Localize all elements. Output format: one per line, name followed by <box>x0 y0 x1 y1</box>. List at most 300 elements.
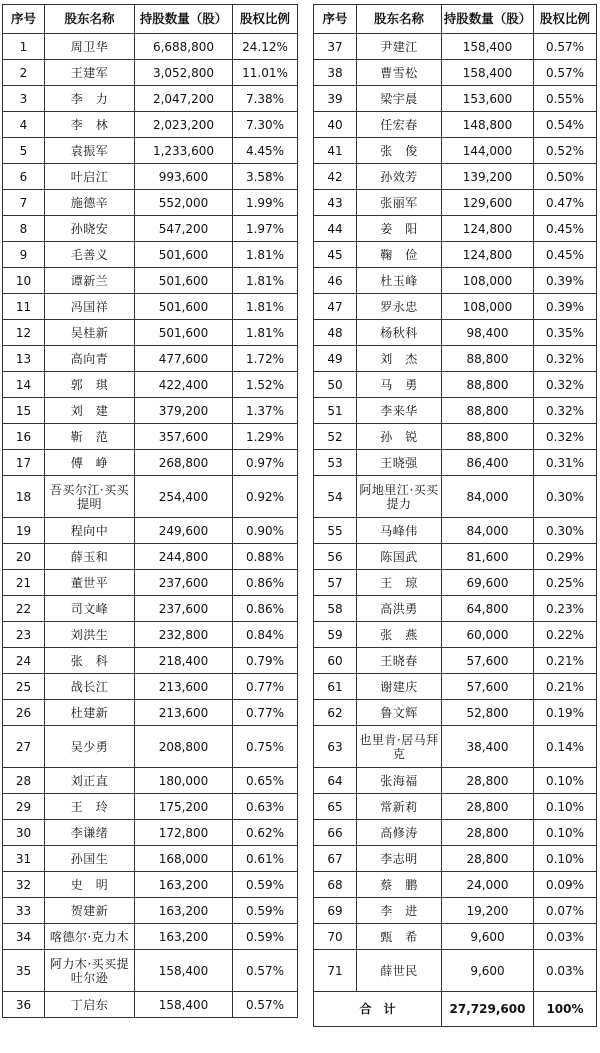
row-shares: 163,200 <box>135 872 233 898</box>
row-shares: 88,800 <box>442 372 534 398</box>
row-ratio: 1.72% <box>233 346 298 372</box>
row-seq: 1 <box>3 34 45 60</box>
table-row <box>3 346 298 372</box>
row-ratio: 7.30% <box>233 112 298 138</box>
row-name: 蔡 鹏 <box>357 872 442 898</box>
row-shares: 148,800 <box>442 112 534 138</box>
row-seq: 47 <box>314 294 357 320</box>
row-seq: 5 <box>3 138 45 164</box>
row-shares: 237,600 <box>135 596 233 622</box>
row-shares: 88,800 <box>442 346 534 372</box>
row-seq: 53 <box>314 450 357 476</box>
row-name: 薛玉和 <box>45 544 135 570</box>
row-shares: 28,800 <box>442 820 534 846</box>
row-ratio: 0.03% <box>534 924 597 950</box>
row-shares: 158,400 <box>135 950 233 992</box>
row-shares: 357,600 <box>135 424 233 450</box>
row-name: 高修涛 <box>357 820 442 846</box>
row-shares: 19,200 <box>442 898 534 924</box>
row-ratio: 0.77% <box>233 700 298 726</box>
row-name: 冯国祥 <box>45 294 135 320</box>
table-row <box>3 872 298 898</box>
row-name: 张 科 <box>45 648 135 674</box>
row-name: 张 俊 <box>357 138 442 164</box>
row-shares: 168,000 <box>135 846 233 872</box>
row-shares: 124,800 <box>442 216 534 242</box>
row-name: 李志明 <box>357 846 442 872</box>
row-name: 陈国武 <box>357 544 442 570</box>
row-name: 也里肯·居马拜克 <box>357 726 442 768</box>
row-seq: 67 <box>314 846 357 872</box>
table-row <box>3 700 298 726</box>
table-row <box>3 992 298 1018</box>
row-seq: 21 <box>3 570 45 596</box>
row-ratio: 0.86% <box>233 596 298 622</box>
shareholder-table-left <box>2 4 298 1018</box>
row-ratio: 0.45% <box>534 216 597 242</box>
row-name: 杜玉峰 <box>357 268 442 294</box>
row-name: 罗永忠 <box>357 294 442 320</box>
row-ratio: 0.88% <box>233 544 298 570</box>
row-shares: 1,233,600 <box>135 138 233 164</box>
header-ratio: 股权比例 <box>233 5 298 34</box>
row-ratio: 0.21% <box>534 674 597 700</box>
table-row <box>3 138 298 164</box>
row-seq: 34 <box>3 924 45 950</box>
row-seq: 58 <box>314 596 357 622</box>
table-row <box>314 320 597 346</box>
row-ratio: 0.79% <box>233 648 298 674</box>
row-shares: 98,400 <box>442 320 534 346</box>
row-shares: 993,600 <box>135 164 233 190</box>
table-row <box>3 372 298 398</box>
row-shares: 88,800 <box>442 424 534 450</box>
table-row <box>3 820 298 846</box>
row-seq: 70 <box>314 924 357 950</box>
row-ratio: 0.57% <box>233 950 298 992</box>
row-shares: 175,200 <box>135 794 233 820</box>
row-name: 马峰伟 <box>357 518 442 544</box>
row-seq: 56 <box>314 544 357 570</box>
row-ratio: 0.54% <box>534 112 597 138</box>
row-seq: 8 <box>3 216 45 242</box>
row-ratio: 0.32% <box>534 398 597 424</box>
row-seq: 9 <box>3 242 45 268</box>
row-seq: 41 <box>314 138 357 164</box>
row-seq: 46 <box>314 268 357 294</box>
row-ratio: 4.45% <box>233 138 298 164</box>
row-seq: 52 <box>314 424 357 450</box>
row-ratio: 0.09% <box>534 872 597 898</box>
row-ratio: 0.90% <box>233 518 298 544</box>
row-ratio: 3.58% <box>233 164 298 190</box>
row-shares: 28,800 <box>442 768 534 794</box>
row-shares: 64,800 <box>442 596 534 622</box>
row-seq: 64 <box>314 768 357 794</box>
row-seq: 19 <box>3 518 45 544</box>
table-row <box>3 476 298 518</box>
table-row <box>3 112 298 138</box>
total-row <box>314 992 597 1027</box>
row-name: 阿地里江·买买提力 <box>357 476 442 518</box>
header-seq: 序号 <box>3 5 45 34</box>
row-ratio: 0.10% <box>534 846 597 872</box>
table-row <box>314 86 597 112</box>
row-name: 毛善义 <box>45 242 135 268</box>
row-ratio: 0.92% <box>233 476 298 518</box>
row-ratio: 7.38% <box>233 86 298 112</box>
table-row <box>314 950 597 992</box>
table-row <box>314 924 597 950</box>
row-shares: 139,200 <box>442 164 534 190</box>
table-row <box>3 518 298 544</box>
row-name: 谭新兰 <box>45 268 135 294</box>
table-row <box>314 622 597 648</box>
table-row <box>3 242 298 268</box>
row-shares: 57,600 <box>442 674 534 700</box>
row-ratio: 0.19% <box>534 700 597 726</box>
row-ratio: 0.59% <box>233 898 298 924</box>
table-row <box>314 450 597 476</box>
row-seq: 33 <box>3 898 45 924</box>
row-name: 刘正直 <box>45 768 135 794</box>
table-row <box>3 924 298 950</box>
row-name: 鲁文辉 <box>357 700 442 726</box>
row-seq: 7 <box>3 190 45 216</box>
row-ratio: 0.86% <box>233 570 298 596</box>
row-ratio: 0.32% <box>534 346 597 372</box>
table-row <box>3 398 298 424</box>
row-ratio: 1.52% <box>233 372 298 398</box>
row-name: 王晓强 <box>357 450 442 476</box>
row-ratio: 0.10% <box>534 794 597 820</box>
row-seq: 42 <box>314 164 357 190</box>
row-seq: 6 <box>3 164 45 190</box>
row-seq: 60 <box>314 648 357 674</box>
row-name: 喀德尔·克力木 <box>45 924 135 950</box>
row-shares: 28,800 <box>442 794 534 820</box>
row-name: 刘洪生 <box>45 622 135 648</box>
header-seq: 序号 <box>314 5 357 34</box>
row-seq: 18 <box>3 476 45 518</box>
row-ratio: 0.14% <box>534 726 597 768</box>
table-row <box>314 700 597 726</box>
row-ratio: 0.61% <box>233 846 298 872</box>
row-shares: 24,000 <box>442 872 534 898</box>
row-ratio: 1.81% <box>233 242 298 268</box>
row-shares: 60,000 <box>442 622 534 648</box>
row-shares: 28,800 <box>442 846 534 872</box>
row-seq: 61 <box>314 674 357 700</box>
row-seq: 23 <box>3 622 45 648</box>
table-row <box>314 372 597 398</box>
row-seq: 32 <box>3 872 45 898</box>
row-seq: 62 <box>314 700 357 726</box>
row-name: 郭 琪 <box>45 372 135 398</box>
row-shares: 208,800 <box>135 726 233 768</box>
table-row <box>314 34 597 60</box>
table-row <box>314 294 597 320</box>
row-ratio: 0.45% <box>534 242 597 268</box>
row-seq: 63 <box>314 726 357 768</box>
row-shares: 501,600 <box>135 268 233 294</box>
table-row <box>314 898 597 924</box>
row-shares: 422,400 <box>135 372 233 398</box>
table-row <box>314 674 597 700</box>
row-seq: 44 <box>314 216 357 242</box>
row-shares: 254,400 <box>135 476 233 518</box>
table-row <box>314 112 597 138</box>
header-shares: 持股数量（股） <box>135 5 233 34</box>
row-name: 杨秋科 <box>357 320 442 346</box>
row-name: 丁启东 <box>45 992 135 1018</box>
row-shares: 129,600 <box>442 190 534 216</box>
row-shares: 477,600 <box>135 346 233 372</box>
table-row <box>314 216 597 242</box>
row-ratio: 1.81% <box>233 294 298 320</box>
row-seq: 29 <box>3 794 45 820</box>
row-seq: 14 <box>3 372 45 398</box>
row-name: 贺建新 <box>45 898 135 924</box>
row-shares: 2,023,200 <box>135 112 233 138</box>
row-name: 孙国生 <box>45 846 135 872</box>
row-name: 张海福 <box>357 768 442 794</box>
table-row <box>314 768 597 794</box>
row-name: 史 明 <box>45 872 135 898</box>
header-name: 股东名称 <box>357 5 442 34</box>
table-row <box>3 596 298 622</box>
row-shares: 158,400 <box>442 60 534 86</box>
table-row <box>314 424 597 450</box>
row-ratio: 0.57% <box>534 60 597 86</box>
table-row <box>314 476 597 518</box>
row-ratio: 11.01% <box>233 60 298 86</box>
table-row <box>314 596 597 622</box>
row-shares: 88,800 <box>442 398 534 424</box>
row-ratio: 0.97% <box>233 450 298 476</box>
row-ratio: 1.81% <box>233 320 298 346</box>
row-shares: 232,800 <box>135 622 233 648</box>
table-row <box>3 768 298 794</box>
row-name: 李来华 <box>357 398 442 424</box>
row-ratio: 0.50% <box>534 164 597 190</box>
row-seq: 31 <box>3 846 45 872</box>
row-ratio: 0.03% <box>534 950 597 992</box>
table-row <box>314 268 597 294</box>
table-row <box>3 294 298 320</box>
row-shares: 249,600 <box>135 518 233 544</box>
row-ratio: 0.23% <box>534 596 597 622</box>
row-seq: 66 <box>314 820 357 846</box>
table-row <box>3 898 298 924</box>
shareholder-table-right <box>313 4 597 1027</box>
total-shares: 27,729,600 <box>442 992 534 1027</box>
row-ratio: 1.81% <box>233 268 298 294</box>
row-ratio: 0.32% <box>534 424 597 450</box>
row-seq: 51 <box>314 398 357 424</box>
row-name: 任宏春 <box>357 112 442 138</box>
row-ratio: 0.30% <box>534 518 597 544</box>
table-row <box>314 794 597 820</box>
row-seq: 11 <box>3 294 45 320</box>
row-ratio: 1.97% <box>233 216 298 242</box>
row-name: 张 燕 <box>357 622 442 648</box>
row-name: 傅 峥 <box>45 450 135 476</box>
row-shares: 180,000 <box>135 768 233 794</box>
table-row <box>3 164 298 190</box>
row-seq: 28 <box>3 768 45 794</box>
row-ratio: 0.22% <box>534 622 597 648</box>
row-name: 马 勇 <box>357 372 442 398</box>
row-shares: 213,600 <box>135 700 233 726</box>
row-shares: 144,000 <box>442 138 534 164</box>
row-shares: 172,800 <box>135 820 233 846</box>
row-name: 战长江 <box>45 674 135 700</box>
row-seq: 57 <box>314 570 357 596</box>
row-shares: 38,400 <box>442 726 534 768</box>
row-shares: 84,000 <box>442 476 534 518</box>
header-name: 股东名称 <box>45 5 135 34</box>
row-name: 李 力 <box>45 86 135 112</box>
row-ratio: 0.35% <box>534 320 597 346</box>
row-seq: 22 <box>3 596 45 622</box>
row-seq: 10 <box>3 268 45 294</box>
row-ratio: 0.57% <box>534 34 597 60</box>
row-name: 吴少勇 <box>45 726 135 768</box>
row-name: 王 琼 <box>357 570 442 596</box>
table-row <box>314 518 597 544</box>
row-seq: 59 <box>314 622 357 648</box>
table-row <box>3 674 298 700</box>
row-shares: 163,200 <box>135 898 233 924</box>
row-seq: 50 <box>314 372 357 398</box>
row-name: 周卫华 <box>45 34 135 60</box>
table-header-row <box>3 5 298 34</box>
row-ratio: 0.31% <box>534 450 597 476</box>
row-shares: 244,800 <box>135 544 233 570</box>
row-name: 李 林 <box>45 112 135 138</box>
row-shares: 124,800 <box>442 242 534 268</box>
row-seq: 39 <box>314 86 357 112</box>
row-shares: 237,600 <box>135 570 233 596</box>
row-ratio: 1.29% <box>233 424 298 450</box>
row-ratio: 0.59% <box>233 924 298 950</box>
row-name: 高向青 <box>45 346 135 372</box>
row-shares: 52,800 <box>442 700 534 726</box>
table-row <box>3 320 298 346</box>
row-ratio: 0.25% <box>534 570 597 596</box>
row-name: 王建军 <box>45 60 135 86</box>
row-name: 常新莉 <box>357 794 442 820</box>
row-shares: 163,200 <box>135 924 233 950</box>
row-shares: 81,600 <box>442 544 534 570</box>
row-name: 阿力木·买买提吐尔逊 <box>45 950 135 992</box>
table-header-row <box>314 5 597 34</box>
table-row <box>3 846 298 872</box>
table-row <box>314 846 597 872</box>
row-seq: 37 <box>314 34 357 60</box>
row-shares: 268,800 <box>135 450 233 476</box>
row-name: 甄 希 <box>357 924 442 950</box>
row-shares: 158,400 <box>442 34 534 60</box>
row-seq: 24 <box>3 648 45 674</box>
table-row <box>3 794 298 820</box>
row-shares: 108,000 <box>442 294 534 320</box>
row-ratio: 0.39% <box>534 294 597 320</box>
row-ratio: 24.12% <box>233 34 298 60</box>
table-row <box>3 34 298 60</box>
row-name: 谢建庆 <box>357 674 442 700</box>
row-ratio: 0.63% <box>233 794 298 820</box>
row-shares: 2,047,200 <box>135 86 233 112</box>
table-row <box>314 164 597 190</box>
row-name: 王 玲 <box>45 794 135 820</box>
row-ratio: 1.99% <box>233 190 298 216</box>
row-ratio: 0.21% <box>534 648 597 674</box>
row-name: 孙效芳 <box>357 164 442 190</box>
row-ratio: 0.30% <box>534 476 597 518</box>
row-seq: 35 <box>3 950 45 992</box>
row-shares: 547,200 <box>135 216 233 242</box>
table-row <box>3 268 298 294</box>
row-name: 孙晓安 <box>45 216 135 242</box>
table-row <box>3 60 298 86</box>
row-shares: 9,600 <box>442 950 534 992</box>
header-ratio: 股权比例 <box>534 5 597 34</box>
table-row <box>314 398 597 424</box>
row-name: 吴桂新 <box>45 320 135 346</box>
row-name: 施德辛 <box>45 190 135 216</box>
table-row <box>314 242 597 268</box>
table-row <box>314 190 597 216</box>
row-shares: 86,400 <box>442 450 534 476</box>
table-row <box>314 872 597 898</box>
row-shares: 6,688,800 <box>135 34 233 60</box>
row-seq: 69 <box>314 898 357 924</box>
row-seq: 43 <box>314 190 357 216</box>
row-name: 叶启江 <box>45 164 135 190</box>
row-shares: 153,600 <box>442 86 534 112</box>
row-shares: 213,600 <box>135 674 233 700</box>
table-row <box>3 190 298 216</box>
row-name: 梁宇晨 <box>357 86 442 112</box>
row-name: 李谦绪 <box>45 820 135 846</box>
table-row <box>314 544 597 570</box>
table-row <box>314 570 597 596</box>
table-row <box>3 86 298 112</box>
row-ratio: 0.52% <box>534 138 597 164</box>
row-ratio: 0.39% <box>534 268 597 294</box>
table-row <box>314 138 597 164</box>
row-name: 董世平 <box>45 570 135 596</box>
row-name: 杜建新 <box>45 700 135 726</box>
table-row <box>3 450 298 476</box>
row-name: 王晓春 <box>357 648 442 674</box>
row-ratio: 0.10% <box>534 820 597 846</box>
row-seq: 15 <box>3 398 45 424</box>
table-row <box>3 622 298 648</box>
row-seq: 2 <box>3 60 45 86</box>
row-seq: 25 <box>3 674 45 700</box>
row-seq: 17 <box>3 450 45 476</box>
row-seq: 71 <box>314 950 357 992</box>
row-seq: 16 <box>3 424 45 450</box>
row-seq: 26 <box>3 700 45 726</box>
table-row <box>314 820 597 846</box>
row-shares: 501,600 <box>135 242 233 268</box>
row-shares: 501,600 <box>135 320 233 346</box>
row-shares: 158,400 <box>135 992 233 1018</box>
